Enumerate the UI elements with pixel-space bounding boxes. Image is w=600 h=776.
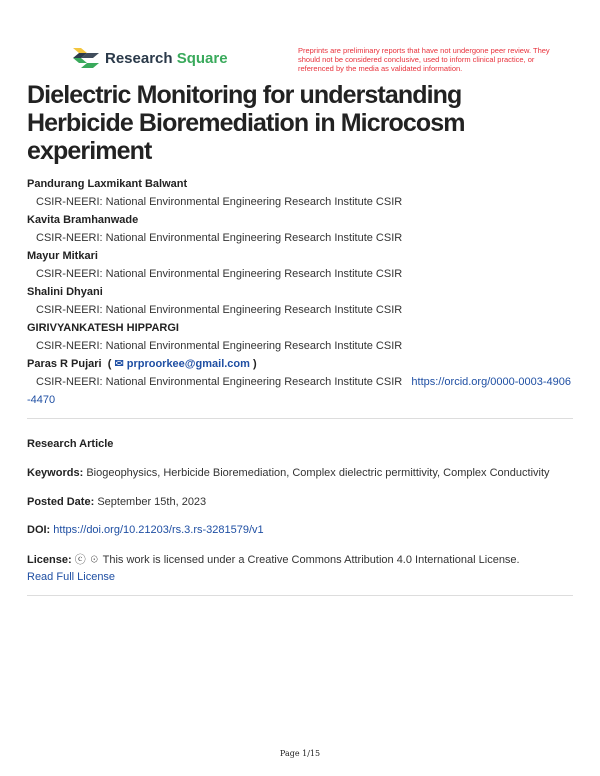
attribution-icon: ☉ — [88, 554, 100, 566]
author-affiliation: CSIR-NEERI: National Environmental Engineering Research Institute CSIR — [36, 268, 403, 280]
paper-title: Dielectric Monitoring for understanding Herbicide Bioremediation in Microcosm experiment — [27, 81, 465, 165]
research-square-logo[interactable] — [73, 48, 228, 68]
orcid-link[interactable]: https://orcid.org/0000-0003-4906-4470 — [27, 376, 571, 406]
author-affiliation: CSIR-NEERI: National Environmental Engineering Research Institute CSIR — [36, 232, 403, 244]
page-header — [27, 46, 573, 73]
cc-icon: ⓒ — [74, 554, 86, 566]
corresponding-author: Paras R Pujari ( ✉ prproorkee@gmail.com ) — [27, 358, 257, 370]
author-name: Shalini Dhyani — [27, 286, 103, 298]
author-name: Pandurang Laxmikant Balwant — [27, 178, 188, 190]
divider — [27, 595, 573, 596]
mail-icon: ✉ — [114, 358, 124, 370]
divider — [27, 418, 573, 419]
author-affiliation: CSIR-NEERI: National Environmental Engineering Research Institute CSIR — [36, 340, 403, 352]
license: License: ⓒ ☉ This work is licensed under a Creative Commons Attribution 4.0 International License. Read Full License — [27, 554, 520, 583]
keywords: Keywords: Biogeophysics, Herbicide Bioremediation, Complex dielectric permittivity, Complex Conductivity — [27, 467, 550, 479]
research-square-logo-icon — [73, 48, 99, 68]
author-email-link[interactable]: prproorkee@gmail.com — [126, 358, 250, 370]
preprint-notice: Preprints are preliminary reports that have not undergone peer review. They should not be considered conclusive, used to inform clinical practice, or referenced by the media as validated information. — [298, 46, 550, 73]
author-affiliation: CSIR-NEERI: National Environmental Engineering Research Institute CSIR — [36, 196, 403, 208]
logo-text-accent: Square — [176, 49, 228, 67]
author-affiliation: CSIR-NEERI: National Environmental Engineering Research Institute CSIR — [36, 304, 403, 316]
author-name: GIRIVYANKATESH HIPPARGI — [27, 322, 179, 334]
logo-text: Research — [105, 49, 173, 67]
doi-link[interactable]: https://doi.org/10.21203/rs.3.rs-3281579/v1 — [53, 524, 264, 536]
author-name: Kavita Bramhanwade — [27, 214, 139, 226]
affiliation-text: CSIR-NEERI: National Environmental Engineering Research Institute CSIR — [36, 376, 403, 388]
doi: DOI: https://doi.org/10.21203/rs.3.rs-3281579/v1 — [27, 524, 264, 536]
author-name: Paras R Pujari — [27, 358, 102, 370]
posted-date: Posted Date: September 15th, 2023 — [27, 496, 207, 508]
read-full-license-link[interactable]: Read Full License — [27, 571, 116, 583]
page-number: Page 1/15 — [279, 749, 321, 758]
author-affiliation — [27, 373, 573, 409]
article-type: Research Article — [27, 438, 114, 450]
author-list — [27, 175, 573, 409]
author-name: Mayur Mitkari — [27, 250, 98, 262]
